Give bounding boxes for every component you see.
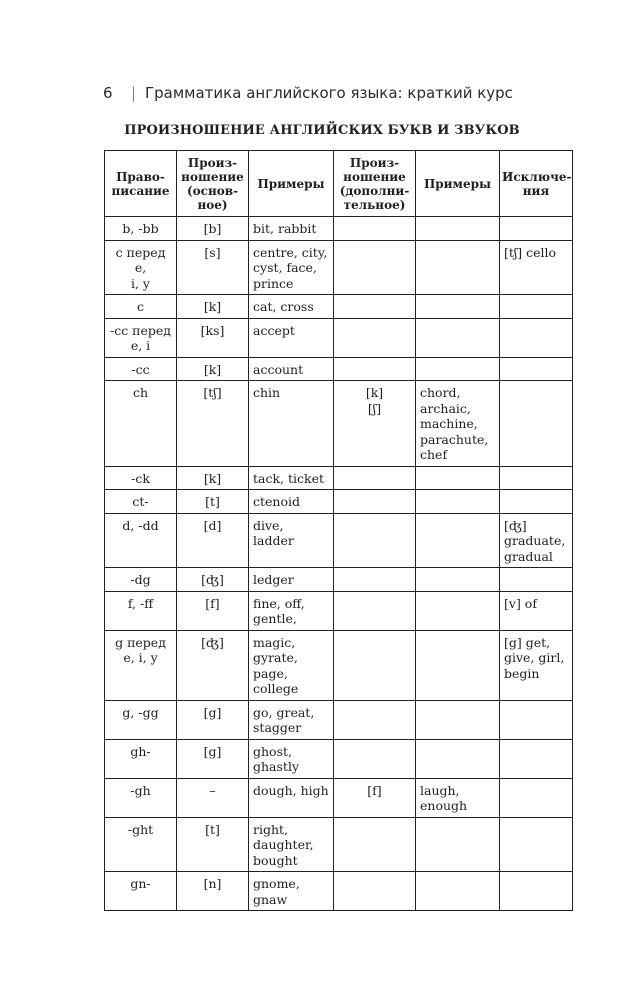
cell-additional-pronunciation: [k] [ʃ] xyxy=(334,381,416,467)
cell-additional-examples xyxy=(416,217,500,241)
cell-additional-examples xyxy=(416,240,500,295)
table-row xyxy=(105,357,573,381)
cell-exceptions: [g] get, give, girl, begin xyxy=(500,630,573,700)
cell-examples: magic, gyrate, page, college xyxy=(249,630,334,700)
cell-additional-examples xyxy=(416,568,500,592)
table-row xyxy=(105,466,573,490)
cell-examples: gnome, gnaw xyxy=(249,872,334,911)
cell-spelling: b, -bb xyxy=(105,217,177,241)
cell-main-pronunciation: [k] xyxy=(177,357,249,381)
cell-additional-pronunciation xyxy=(334,817,416,872)
cell-main-pronunciation: [t] xyxy=(177,490,249,514)
table-row xyxy=(105,490,573,514)
header-additional-examples: Примеры xyxy=(416,151,500,217)
table-title: ПРОИЗНОШЕНИЕ АНГЛИЙСКИХ БУКВ И ЗВУКОВ xyxy=(124,123,520,138)
cell-exceptions xyxy=(500,872,573,911)
cell-exceptions: [v] of xyxy=(500,591,573,630)
cell-spelling: c перед e, i, y xyxy=(105,240,177,295)
cell-examples: ledger xyxy=(249,568,334,592)
cell-examples: account xyxy=(249,357,334,381)
table-row xyxy=(105,630,573,700)
table-row xyxy=(105,240,573,295)
cell-main-pronunciation: [ks] xyxy=(177,318,249,357)
cell-spelling: f, -ff xyxy=(105,591,177,630)
cell-main-pronunciation: [d] xyxy=(177,513,249,568)
cell-examples: dive, ladder xyxy=(249,513,334,568)
cell-additional-examples xyxy=(416,700,500,739)
cell-spelling: -dg xyxy=(105,568,177,592)
cell-main-pronunciation: [n] xyxy=(177,872,249,911)
cell-additional-pronunciation xyxy=(334,872,416,911)
cell-main-pronunciation: [ʤ] xyxy=(177,568,249,592)
cell-spelling: g перед e, i, y xyxy=(105,630,177,700)
cell-exceptions xyxy=(500,700,573,739)
cell-spelling: d, -dd xyxy=(105,513,177,568)
cell-additional-examples xyxy=(416,318,500,357)
cell-additional-pronunciation xyxy=(334,700,416,739)
table-row xyxy=(105,817,573,872)
cell-exceptions: [ʤ] graduate, gradual xyxy=(500,513,573,568)
cell-spelling: g, -gg xyxy=(105,700,177,739)
cell-additional-examples xyxy=(416,513,500,568)
cell-exceptions xyxy=(500,739,573,778)
cell-spelling: gh- xyxy=(105,739,177,778)
cell-exceptions xyxy=(500,466,573,490)
cell-main-pronunciation: [g] xyxy=(177,700,249,739)
cell-examples: cat, cross xyxy=(249,295,334,319)
cell-examples: right, daughter, bought xyxy=(249,817,334,872)
header-separator: | xyxy=(131,84,137,102)
cell-spelling: -gh xyxy=(105,778,177,817)
header-additional-pronunciation: Произ- ношение (дополни- тельное) xyxy=(334,151,416,217)
cell-additional-pronunciation xyxy=(334,357,416,381)
table-body xyxy=(105,217,573,911)
cell-additional-pronunciation xyxy=(334,466,416,490)
cell-examples: tack, ticket xyxy=(249,466,334,490)
header-main-pronunciation: Произ- ношение (основ- ное) xyxy=(177,151,249,217)
cell-additional-examples xyxy=(416,591,500,630)
cell-examples: centre, city, cyst, face, prince xyxy=(249,240,334,295)
cell-additional-pronunciation xyxy=(334,217,416,241)
table-row xyxy=(105,872,573,911)
cell-exceptions: [tʃ] cello xyxy=(500,240,573,295)
table-row xyxy=(105,568,573,592)
cell-main-pronunciation: [g] xyxy=(177,739,249,778)
table-row xyxy=(105,513,573,568)
pronunciation-table xyxy=(104,150,573,911)
cell-exceptions xyxy=(500,318,573,357)
table-header-row xyxy=(105,151,573,217)
cell-additional-examples xyxy=(416,490,500,514)
running-head xyxy=(103,84,513,102)
table-row xyxy=(105,739,573,778)
cell-additional-pronunciation: [f] xyxy=(334,778,416,817)
cell-spelling: -cc перед e, i xyxy=(105,318,177,357)
cell-examples: fine, off, gentle, xyxy=(249,591,334,630)
header-examples: Примеры xyxy=(249,151,334,217)
cell-additional-examples xyxy=(416,817,500,872)
cell-additional-examples xyxy=(416,872,500,911)
cell-additional-examples xyxy=(416,466,500,490)
cell-additional-pronunciation xyxy=(334,513,416,568)
cell-examples: chin xyxy=(249,381,334,467)
cell-examples: ghost, ghastly xyxy=(249,739,334,778)
table-row xyxy=(105,295,573,319)
header-spelling: Право- писание xyxy=(105,151,177,217)
cell-additional-examples xyxy=(416,630,500,700)
cell-exceptions xyxy=(500,490,573,514)
table-row xyxy=(105,700,573,739)
cell-main-pronunciation: [ʤ] xyxy=(177,630,249,700)
cell-additional-pronunciation xyxy=(334,591,416,630)
cell-additional-pronunciation xyxy=(334,490,416,514)
cell-spelling: c xyxy=(105,295,177,319)
cell-additional-examples: laugh, enough xyxy=(416,778,500,817)
cell-main-pronunciation: [k] xyxy=(177,466,249,490)
table-row xyxy=(105,318,573,357)
cell-main-pronunciation: [k] xyxy=(177,295,249,319)
cell-spelling: gn- xyxy=(105,872,177,911)
cell-exceptions xyxy=(500,295,573,319)
page-number: 6 xyxy=(103,84,113,102)
table-row xyxy=(105,217,573,241)
cell-examples: ctenoid xyxy=(249,490,334,514)
table-row xyxy=(105,778,573,817)
cell-exceptions xyxy=(500,217,573,241)
cell-main-pronunciation: [t] xyxy=(177,817,249,872)
cell-additional-examples xyxy=(416,357,500,381)
cell-additional-pronunciation xyxy=(334,630,416,700)
cell-main-pronunciation: [tʃ] xyxy=(177,381,249,467)
cell-exceptions xyxy=(500,817,573,872)
cell-main-pronunciation: [f] xyxy=(177,591,249,630)
cell-additional-pronunciation xyxy=(334,240,416,295)
cell-spelling: -cc xyxy=(105,357,177,381)
cell-examples: dough, high xyxy=(249,778,334,817)
cell-spelling: ct- xyxy=(105,490,177,514)
header-exceptions: Исключе- ния xyxy=(500,151,573,217)
cell-spelling: ch xyxy=(105,381,177,467)
cell-main-pronunciation: [b] xyxy=(177,217,249,241)
cell-examples: go, great, stagger xyxy=(249,700,334,739)
cell-spelling: -ck xyxy=(105,466,177,490)
cell-main-pronunciation: – xyxy=(177,778,249,817)
cell-additional-examples xyxy=(416,739,500,778)
book-title: Грамматика английского языка: краткий курс xyxy=(145,84,513,102)
cell-additional-pronunciation xyxy=(334,568,416,592)
cell-additional-examples xyxy=(416,295,500,319)
cell-examples: bit, rabbit xyxy=(249,217,334,241)
table-row xyxy=(105,381,573,467)
cell-exceptions xyxy=(500,357,573,381)
cell-exceptions xyxy=(500,381,573,467)
cell-exceptions xyxy=(500,778,573,817)
cell-additional-pronunciation xyxy=(334,295,416,319)
cell-additional-pronunciation xyxy=(334,739,416,778)
cell-main-pronunciation: [s] xyxy=(177,240,249,295)
cell-spelling: -ght xyxy=(105,817,177,872)
cell-additional-examples: chord, archaic, machine, parachute, chef xyxy=(416,381,500,467)
cell-exceptions xyxy=(500,568,573,592)
cell-examples: accept xyxy=(249,318,334,357)
cell-additional-pronunciation xyxy=(334,318,416,357)
table-row xyxy=(105,591,573,630)
